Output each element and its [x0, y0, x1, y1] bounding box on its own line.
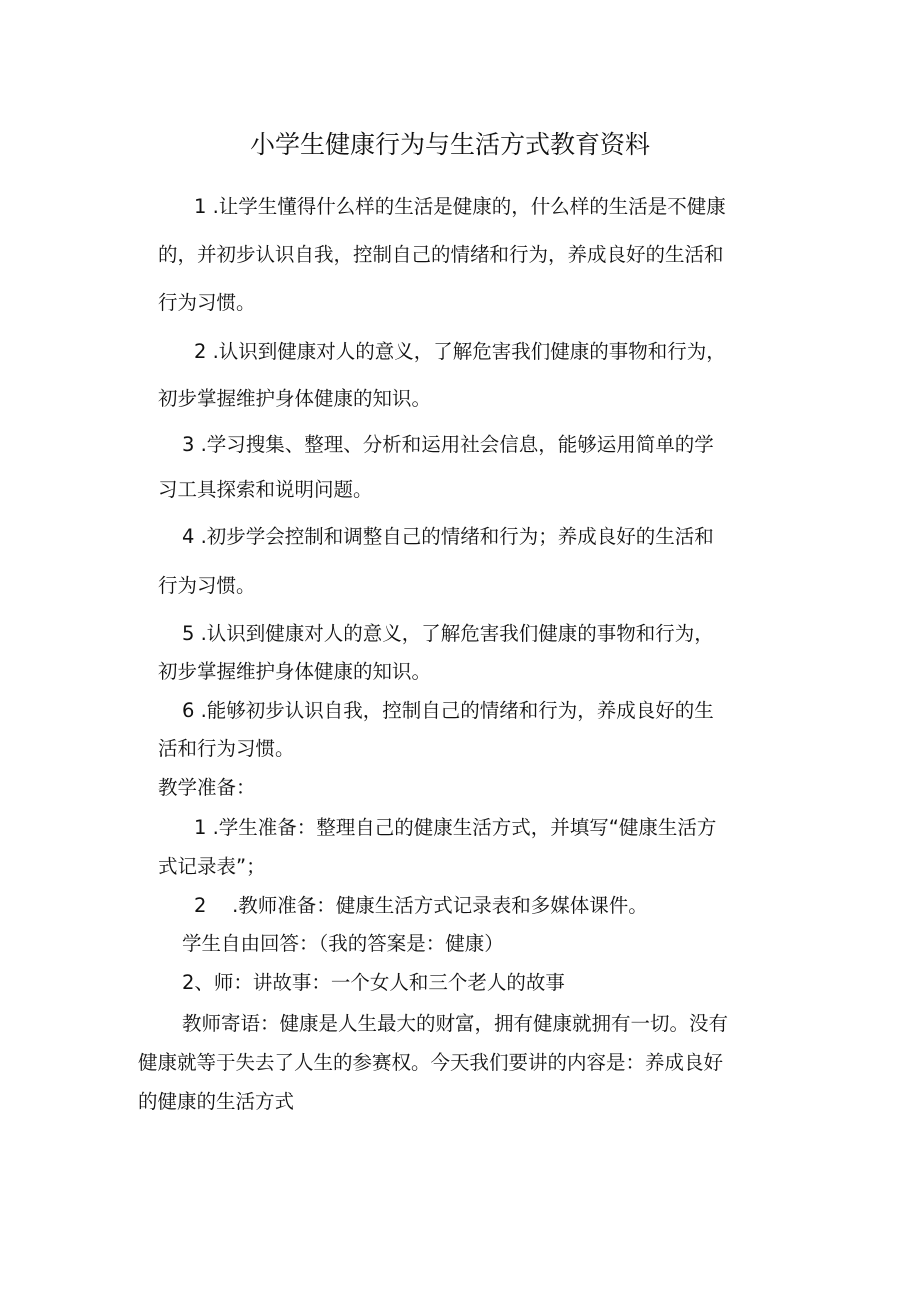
item-6-line-2: 活和行为习惯。: [158, 737, 295, 760]
item-2-line-2: 初步掌握维护身体健康的知识。: [158, 387, 432, 410]
teacher-message-line-3: 的健康的生活方式: [138, 1090, 295, 1113]
item-4-line-1: 4 .初步学会控制和调整自己的情绪和行为；养成良好的生活和: [182, 525, 714, 548]
document-title: 小学生健康行为与生活方式教育资料: [250, 130, 651, 159]
item-1-line-2: 的，并初步认识自我，控制自己的情绪和行为，养成良好的生活和: [158, 243, 724, 266]
teacher-message-line-2: 健康就等于失去了人生的参赛权。今天我们要讲的内容是：养成良好: [138, 1051, 724, 1074]
item-5-line-2: 初步掌握维护身体健康的知识。: [158, 660, 432, 683]
prep-2-line-1: 2 .教师准备：健康生活方式记录表和多媒体课件。: [194, 894, 648, 917]
teacher-message-line-1: 教师寄语：健康是人生最大的财富，拥有健康就拥有一切。没有: [182, 1012, 729, 1035]
item-1-line-1: 1 .让学生懂得什么样的生活是健康的，什么样的生活是不健康: [194, 195, 726, 218]
item-3-line-1: 3 .学习搜集、整理、分析和运用社会信息，能够运用简单的学: [182, 433, 714, 456]
teacher-story: 2、师：讲故事：一个女人和三个老人的故事: [182, 971, 565, 994]
item-3-line-2: 习工具探索和说明问题。: [158, 478, 373, 501]
item-2-line-1: 2 .认识到健康对人的意义，了解危害我们健康的事物和行为，: [194, 340, 726, 363]
prep-1-line-2: 式记录表”；: [158, 855, 266, 878]
prep-1-line-1: 1 .学生准备：整理自己的健康生活方式，并填写“健康生活方: [194, 816, 717, 839]
item-1-line-3: 行为习惯。: [158, 291, 256, 314]
student-answer: 学生自由回答：（我的答案是：健康）: [182, 932, 504, 955]
item-5-line-1: 5 .认识到健康对人的意义，了解危害我们健康的事物和行为，: [182, 622, 714, 645]
item-6-line-1: 6 .能够初步认识自我，控制自己的情绪和行为，养成良好的生: [182, 699, 714, 722]
item-4-line-2: 行为习惯。: [158, 574, 256, 597]
prep-heading: 教学准备：: [158, 776, 256, 799]
